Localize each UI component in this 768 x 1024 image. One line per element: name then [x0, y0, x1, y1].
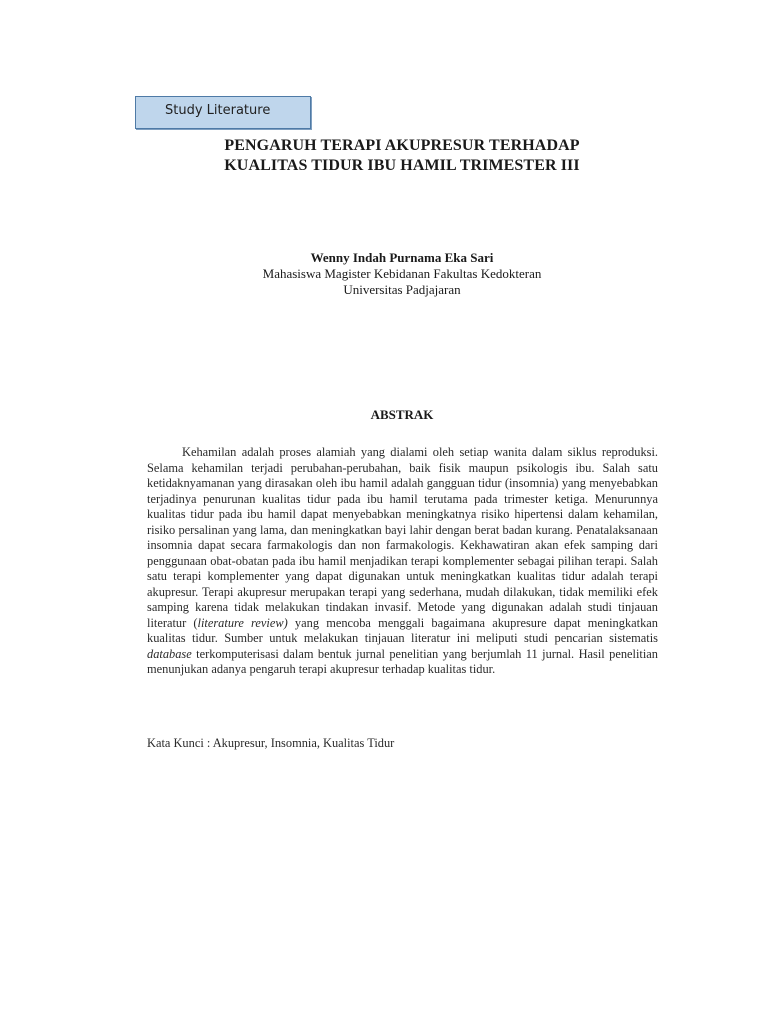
abstract-body	[147, 445, 658, 678]
author-name: Wenny Indah Purnama Eka Sari	[310, 250, 494, 265]
abstract-italic-term: literature review)	[197, 615, 288, 630]
tag-label: Study Literature	[165, 103, 271, 118]
abstract-text-part-3: terkomputerisasi dalam bentuk jurnal penelitian yang berjumlah 11 jurnal. Hasil penelitian menunjukan adanya pengaruh terapi akupresur terhadap kualitas tidur.	[147, 646, 658, 676]
author-affiliation-2: Universitas Padjajaran	[343, 282, 461, 297]
study-literature-tag	[135, 96, 311, 129]
author-affiliation-1: Mahasiswa Magister Kebidanan Fakultas Kedokteran	[262, 266, 542, 281]
title-line-2: KUALITAS TIDUR IBU HAMIL TRIMESTER III	[224, 157, 580, 174]
title-line-1: PENGARUH TERAPI AKUPRESUR TERHADAP	[224, 137, 580, 154]
abstract-text-part-1: Kehamilan adalah proses alamiah yang dialami oleh setiap wanita dalam siklus reproduksi. Selama kehamilan terjadi perubahan-perubahan, baik fisik maupun psikologis ibu. Salah satu ketidaknyamanan yang dirasakan oleh ibu hamil adalah gangguan tidur (insomnia) yang menyebabkan terjadinya penurunan kualitas tidur pada ibu hamil terutama pada trimester ketiga. Menurunnya kualitas tidur pada ibu hamil dapat menyebabkan meningkatnya risiko hipertensi dalam kehamilan, risiko persalinan yang lama, dan meningkatkan bayi lahir dengan berat badan kurang. Penatalaksanaan insomnia dapat secara farmakologis dan non farmakologis. Kekhawatiran akan efek samping dari penggunaan obat-obatan pada ibu hamil menjadikan terapi komplementer sebagai pilihan terapi. Salah satu terapi komplementer yang dapat digunakan untuk meningkatkan kualitas tidur adalah terapi akupresur. Terapi akupresur merupakan terapi yang sederhana, mudah dilakukan, tidak memiliki efek samping karena tidak melakukan tindakan invasif. Metode yang digunakan adalah studi tinjauan literatur (	[147, 445, 658, 630]
abstract-heading: ABSTRAK	[370, 407, 434, 422]
author-block	[100, 250, 704, 298]
paper-title	[100, 136, 704, 176]
abstract-italic-database: database	[147, 646, 192, 661]
keywords: Kata Kunci : Akupresur, Insomnia, Kualitas Tidur	[147, 736, 395, 750]
abstract-text-part-2: yang mencoba menggali bagaimana akupresure dapat meningkatkan kualitas tidur. Sumber untuk melakukan tinjauan literatur ini meliputi studi pencarian sistematis	[147, 615, 658, 645]
